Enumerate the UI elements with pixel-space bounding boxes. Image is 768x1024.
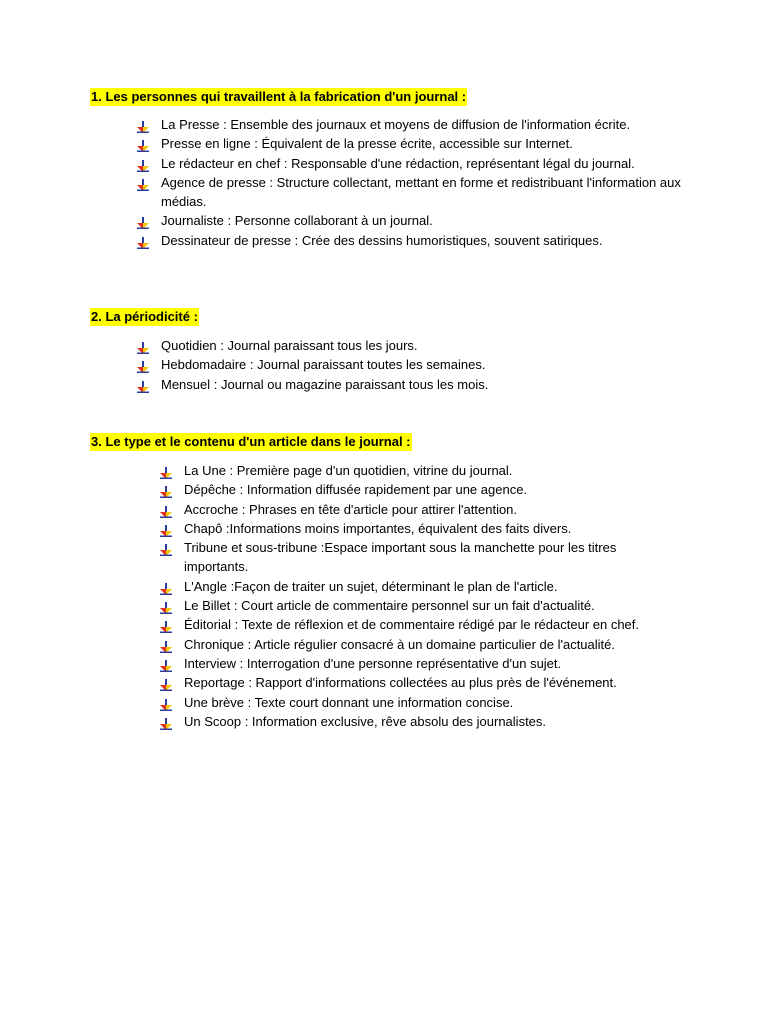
arrow-down-bullet-icon xyxy=(137,340,149,352)
list-item: Dépêche : Information diffusée rapidement par une agence. xyxy=(160,480,665,499)
arrow-down-bullet-icon xyxy=(160,658,172,670)
list-item: Journaliste : Personne collaborant à un journal. xyxy=(137,211,682,230)
arrow-down-bullet-icon xyxy=(160,697,172,709)
list-item: Une brève : Texte court donnant une information concise. xyxy=(160,693,665,712)
list-item: Chapô :Informations moins importantes, équivalent des faits divers. xyxy=(160,519,665,538)
arrow-down-bullet-icon xyxy=(137,158,149,170)
list-item: Quotidien : Journal paraissant tous les jours. xyxy=(137,336,682,355)
arrow-down-bullet-icon xyxy=(137,379,149,391)
arrow-down-bullet-icon xyxy=(160,504,172,516)
arrow-down-bullet-icon xyxy=(137,359,149,371)
arrow-down-bullet-icon xyxy=(160,581,172,593)
arrow-down-bullet-icon xyxy=(160,465,172,477)
list-item: Reportage : Rapport d'informations collectées au plus près de l'événement. xyxy=(160,673,665,692)
bullet-list xyxy=(160,461,665,731)
list-item: Hebdomadaire : Journal paraissant toutes les semaines. xyxy=(137,355,682,374)
arrow-down-bullet-icon xyxy=(160,677,172,689)
arrow-down-bullet-icon xyxy=(160,523,172,535)
list-item: Éditorial : Texte de réflexion et de commentaire rédigé par le rédacteur en chef. xyxy=(160,615,665,634)
list-item: La Une : Première page d'un quotidien, vitrine du journal. xyxy=(160,461,665,480)
section-heading: 3. Le type et le contenu d'un article dans le journal : xyxy=(91,434,411,449)
list-item: Presse en ligne : Équivalent de la presse écrite, accessible sur Internet. xyxy=(137,134,682,153)
list-item: L'Angle :Façon de traiter un sujet, déterminant le plan de l'article. xyxy=(160,577,665,596)
section-heading: 2. La périodicité : xyxy=(91,309,198,324)
section-heading: 1. Les personnes qui travaillent à la fabrication d'un journal : xyxy=(91,89,467,104)
arrow-down-bullet-icon xyxy=(160,619,172,631)
arrow-down-bullet-icon xyxy=(160,639,172,651)
list-item: Tribune et sous-tribune :Espace important sous la manchette pour les titres importants. xyxy=(160,538,665,577)
arrow-down-bullet-icon xyxy=(137,119,149,131)
arrow-down-bullet-icon xyxy=(160,542,172,554)
list-item: Agence de presse : Structure collectant, mettant en forme et redistribuant l'information aux médias. xyxy=(137,173,682,212)
list-item: Le rédacteur en chef : Responsable d'une rédaction, représentant légal du journal. xyxy=(137,154,682,173)
list-item: Un Scoop : Information exclusive, rêve absolu des journalistes. xyxy=(160,712,665,731)
list-item: Accroche : Phrases en tête d'article pour attirer l'attention. xyxy=(160,500,665,519)
arrow-down-bullet-icon xyxy=(160,716,172,728)
list-item: La Presse : Ensemble des journaux et moyens de diffusion de l'information écrite. xyxy=(137,115,682,134)
arrow-down-bullet-icon xyxy=(137,138,149,150)
arrow-down-bullet-icon xyxy=(137,235,149,247)
list-item: Dessinateur de presse : Crée des dessins humoristiques, souvent satiriques. xyxy=(137,231,682,250)
bullet-list xyxy=(137,336,682,394)
list-item: Le Billet : Court article de commentaire personnel sur un fait d'actualité. xyxy=(160,596,665,615)
list-item: Mensuel : Journal ou magazine paraissant tous les mois. xyxy=(137,375,682,394)
list-item: Interview : Interrogation d'une personne représentative d'un sujet. xyxy=(160,654,665,673)
list-item: Chronique : Article régulier consacré à un domaine particulier de l'actualité. xyxy=(160,635,665,654)
arrow-down-bullet-icon xyxy=(137,177,149,189)
arrow-down-bullet-icon xyxy=(160,600,172,612)
arrow-down-bullet-icon xyxy=(160,484,172,496)
arrow-down-bullet-icon xyxy=(137,215,149,227)
bullet-list xyxy=(137,115,682,250)
